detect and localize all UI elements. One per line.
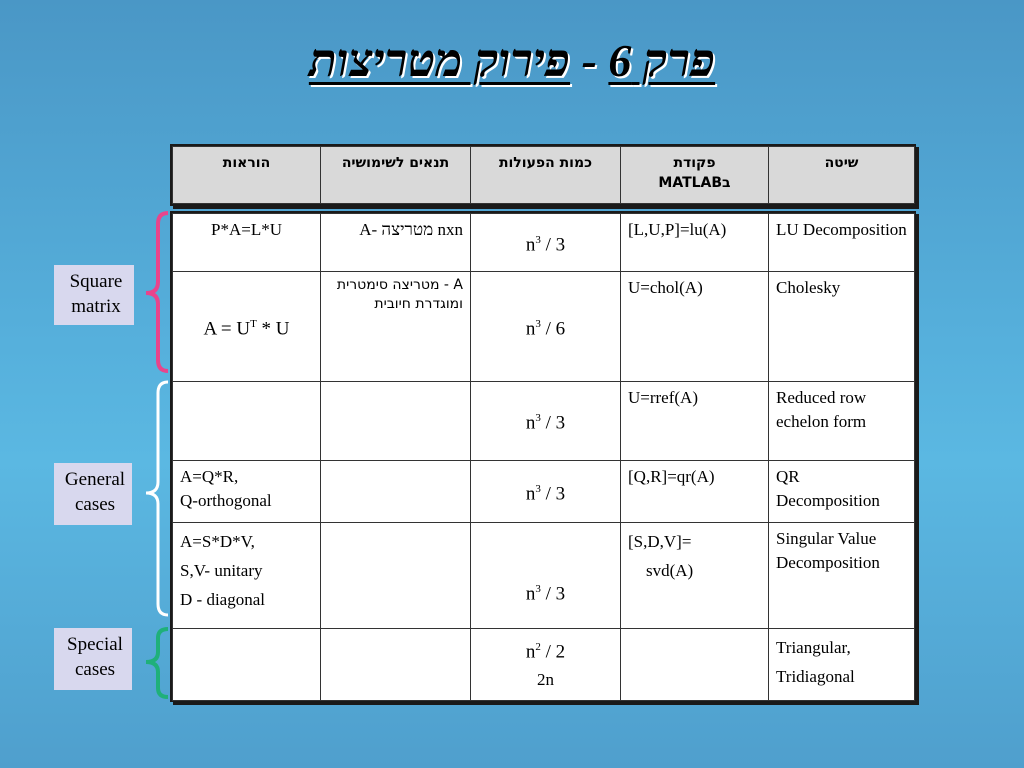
instructions-line: D - diagonal (180, 590, 265, 609)
instructions-line: Q-orthogonal (180, 491, 272, 510)
square-brace (146, 213, 168, 371)
command-line: svd(A) (646, 561, 694, 580)
ops-divisor: / 3 (545, 483, 566, 505)
instructions-cell: P*A=L*U (173, 214, 321, 272)
header-cmd-line1: פקודת (673, 155, 716, 171)
formula-part-b: * U (256, 318, 290, 340)
ops-base: n (525, 234, 536, 256)
ops-base: n (525, 641, 536, 663)
ops-exponent: 3 (535, 582, 541, 595)
instructions-line: S,V- unitary (180, 561, 263, 580)
header-operations: כמות הפעולות (471, 147, 621, 204)
ops-divisor: / 2 (545, 641, 566, 663)
ops-exponent: 2 (535, 641, 541, 653)
ops-divisor: / 6 (545, 318, 566, 340)
method-cell: Reduced row echelon form (769, 382, 915, 461)
header-cmd-line2: MATLABב (658, 175, 731, 191)
title-separator: - (570, 35, 609, 86)
formula-part-a: A = U (203, 318, 251, 340)
ops-line-2: 2n (537, 670, 554, 690)
command-cell: [Q,R]=qr(A) (621, 461, 769, 523)
ops-exponent: 3 (535, 233, 541, 246)
method-cell: LU Decomposition (769, 214, 915, 272)
ops-divisor: / 3 (545, 234, 566, 256)
method-cell: Singular Value Decomposition (769, 523, 915, 629)
instructions-line: A=S*D*V, (180, 532, 255, 551)
method-line: Tridiagonal (776, 667, 855, 686)
ops-divisor: / 3 (545, 412, 566, 434)
command-line: [S,D,V]= (628, 532, 692, 551)
header-method: שיטה (769, 147, 915, 204)
condition-cell: A - מטריצה סימטרית ומוגדרת חיובית (321, 272, 471, 382)
method-cell: QR Decomposition (769, 461, 915, 523)
ops-exponent: 3 (535, 412, 541, 425)
header-conditions: תנאים לשימושיה (321, 147, 471, 204)
title-topic: פירוק מטריצות (308, 35, 571, 86)
command-cell: U=chol(A) (621, 272, 769, 382)
ops-base: n (525, 412, 536, 434)
special-brace (146, 629, 168, 697)
method-line: Triangular, (776, 638, 851, 657)
label-general-cases: General cases (54, 463, 132, 525)
command-cell: U=rref(A) (621, 382, 769, 461)
method-cell: Cholesky (769, 272, 915, 382)
general-brace (146, 382, 168, 615)
formula-transpose: T (250, 317, 257, 330)
label-square-matrix: Square matrix (54, 265, 134, 325)
label-special-cases: Special cases (54, 628, 132, 690)
ops-exponent: 3 (535, 482, 541, 495)
instructions-line: A=Q*R, (180, 467, 239, 486)
ops-base: n (525, 483, 536, 505)
ops-divisor: / 3 (545, 583, 566, 605)
title-chapter: פרק 6 (608, 35, 716, 86)
command-cell: [L,U,P]=lu(A) (621, 214, 769, 272)
condition-cell: nxn מטריצה -A (321, 214, 471, 272)
header-instructions: הוראות (173, 147, 321, 204)
ops-exponent: 3 (535, 317, 541, 330)
ops-base: n (525, 583, 536, 605)
ops-base: n (525, 318, 536, 340)
